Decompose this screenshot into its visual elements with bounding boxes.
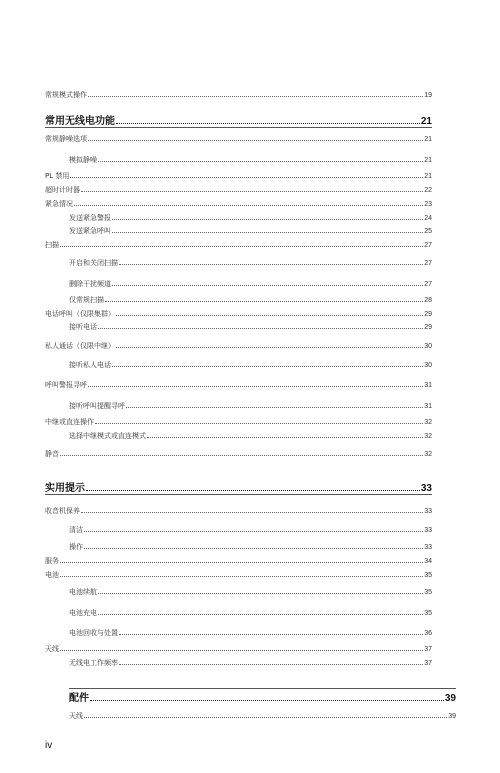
toc-entry[interactable] xyxy=(69,401,432,411)
toc-entry-page: 21 xyxy=(424,157,432,164)
toc-entry-title: 服务 xyxy=(45,557,59,565)
toc-entry[interactable] xyxy=(45,309,432,319)
toc-entry[interactable] xyxy=(69,360,432,370)
toc-entry[interactable] xyxy=(69,322,432,332)
toc-entry[interactable] xyxy=(45,240,432,250)
toc-leader xyxy=(81,185,423,192)
toc-entry-page: 39 xyxy=(444,693,456,704)
toc-leader xyxy=(60,449,423,456)
toc-leader xyxy=(88,134,423,141)
toc-entry-page: 30 xyxy=(424,343,432,350)
toc-leader xyxy=(70,171,423,178)
toc-entry[interactable] xyxy=(45,417,432,427)
toc-entry[interactable] xyxy=(69,431,432,441)
toc-entry[interactable] xyxy=(45,171,432,181)
toc-entry-page: 32 xyxy=(424,451,432,458)
toc-entry-title: 超时计时器 xyxy=(45,186,80,194)
toc-entry-title: 天线 xyxy=(69,712,83,720)
toc-entry-page: 33 xyxy=(424,527,432,534)
toc-entry-title: 实用提示 xyxy=(45,483,85,494)
toc-entry-title: 电池充电 xyxy=(69,609,97,617)
toc-entry-page: 37 xyxy=(424,646,432,653)
toc-entry[interactable] xyxy=(45,90,432,100)
toc-entry[interactable] xyxy=(69,658,432,668)
toc-entry[interactable] xyxy=(69,258,432,268)
toc-entry[interactable] xyxy=(45,380,432,390)
toc-entry-page: 27 xyxy=(424,281,432,288)
toc-entry-title: 中继或直连操作 xyxy=(45,418,94,426)
toc-entry-title: 接听电话 xyxy=(69,323,97,331)
toc-entry-page: 23 xyxy=(424,201,432,208)
toc-entry-title: 私人通话（仅限中继） xyxy=(45,342,115,350)
toc-leader xyxy=(119,628,423,635)
toc-entry-title: 开启和关闭扫描 xyxy=(69,259,118,267)
toc-leader xyxy=(119,258,423,265)
toc-leader xyxy=(105,295,423,302)
toc-entry-page: 33 xyxy=(424,508,432,515)
toc-leader xyxy=(112,213,423,220)
toc-entry-page: 21 xyxy=(424,136,432,143)
toc-entry-page: 35 xyxy=(424,610,432,617)
toc-entry-title: 操作 xyxy=(69,543,83,551)
toc-entry-page: 29 xyxy=(424,311,432,318)
toc-entry-page: 19 xyxy=(424,92,432,99)
toc-entry-page: 37 xyxy=(424,660,432,667)
toc-entry-page: 29 xyxy=(424,324,432,331)
toc-entry-title: 常用无线电功能 xyxy=(45,116,115,127)
toc-leader xyxy=(112,279,423,286)
toc-leader xyxy=(98,608,423,615)
toc-entry[interactable] xyxy=(69,226,432,236)
toc-leader xyxy=(84,711,447,718)
toc-entry-page: 31 xyxy=(424,403,432,410)
toc-leader xyxy=(88,90,423,97)
toc-entry-title: 静音 xyxy=(45,450,59,458)
toc-entry-title: 紧急情况 xyxy=(45,200,73,208)
toc-entry-title: 仅常规扫描 xyxy=(69,296,104,304)
toc-leader xyxy=(98,322,423,329)
toc-leader xyxy=(81,506,423,513)
toc-entry[interactable] xyxy=(45,449,432,459)
toc-entry[interactable] xyxy=(69,542,432,552)
toc-entry-page: 32 xyxy=(424,433,432,440)
toc-leader xyxy=(95,417,423,424)
toc-entry[interactable] xyxy=(69,155,432,165)
toc-entry-title: 发送紧急警报 xyxy=(69,214,111,222)
toc-entry-page: 22 xyxy=(424,187,432,194)
toc-entry-page: 24 xyxy=(424,215,432,222)
footer-page-number: iv xyxy=(45,740,53,751)
toc-entry[interactable] xyxy=(69,628,432,638)
toc-entry[interactable] xyxy=(45,556,432,566)
toc-entry-title: 电话呼叫（仅限集群） xyxy=(45,310,115,318)
toc-leader xyxy=(116,115,420,124)
toc-leader xyxy=(112,226,423,233)
toc-entry-page: 21 xyxy=(424,173,432,180)
toc-entry[interactable] xyxy=(69,525,432,535)
toc-leader xyxy=(60,556,423,563)
toc-leader xyxy=(84,542,423,549)
toc-entry-title: 删除干扰频道 xyxy=(69,280,111,288)
toc-leader xyxy=(74,199,423,206)
heading-rule xyxy=(69,688,456,689)
toc-leader xyxy=(116,341,423,348)
toc-entry-title: 扫描 xyxy=(45,241,59,249)
toc-leader xyxy=(98,155,423,162)
toc-entry-title: 常规模式操作 xyxy=(45,91,87,99)
toc-leader xyxy=(60,240,423,247)
toc-entry[interactable] xyxy=(69,213,432,223)
toc-entry-page: 36 xyxy=(424,630,432,637)
toc-entry-title: 无线电工作频率 xyxy=(69,659,118,667)
toc-leader xyxy=(112,360,423,367)
toc-leader xyxy=(84,525,423,532)
toc-entry-title: 常规静噪选项 xyxy=(45,135,87,143)
toc-entry-page: 28 xyxy=(424,297,432,304)
toc-entry[interactable] xyxy=(69,711,456,721)
toc-entry-title: 清洁 xyxy=(69,526,83,534)
toc-entry[interactable] xyxy=(45,570,432,580)
toc-entry-page: 33 xyxy=(424,544,432,551)
toc-leader xyxy=(90,692,444,701)
toc-entry-title: PL 禁用 xyxy=(45,172,70,180)
toc-leader xyxy=(60,644,423,651)
toc-entry-page: 33 xyxy=(420,483,432,494)
toc-leader xyxy=(88,380,423,387)
toc-entry-title: 电池 xyxy=(45,571,59,579)
toc-entry-title: 天线 xyxy=(45,645,59,653)
toc-entry-page: 27 xyxy=(424,242,432,249)
toc-entry[interactable] xyxy=(69,279,432,289)
toc-entry-title: 发送紧急呼叫 xyxy=(69,227,111,235)
toc-leader xyxy=(126,401,423,408)
toc-entry-page: 31 xyxy=(424,382,432,389)
toc-entry[interactable] xyxy=(45,134,432,144)
toc-entry-title: 收音机保养 xyxy=(45,507,80,515)
toc-entry[interactable] xyxy=(45,506,432,516)
toc-leader xyxy=(86,482,420,491)
toc-leader xyxy=(116,309,423,316)
toc-entry-title: 呼叫警报寻呼 xyxy=(45,381,87,389)
toc-entry-page: 27 xyxy=(424,260,432,267)
toc-chapter-heading[interactable] xyxy=(45,482,432,495)
toc-entry[interactable] xyxy=(45,185,432,195)
toc-entry-title: 电池续航 xyxy=(69,588,97,596)
toc-entry[interactable] xyxy=(45,199,432,209)
toc-chapter-heading[interactable] xyxy=(69,692,456,705)
toc-entry-page: 32 xyxy=(424,419,432,426)
toc-entry[interactable] xyxy=(69,608,432,618)
toc-entry-page: 39 xyxy=(448,713,456,720)
toc-leader xyxy=(60,570,423,577)
toc-entry[interactable] xyxy=(69,587,432,597)
toc-entry-title: 配件 xyxy=(69,693,89,704)
toc-leader xyxy=(98,587,423,594)
toc-entry[interactable] xyxy=(45,644,432,654)
toc-chapter-heading[interactable] xyxy=(45,115,432,128)
toc-leader xyxy=(147,431,423,438)
toc-entry-page: 34 xyxy=(424,558,432,565)
toc-leader xyxy=(119,658,423,665)
toc-entry[interactable] xyxy=(45,341,432,351)
toc-entry-page: 21 xyxy=(420,116,432,127)
toc-entry-title: 接听呼叫提醒寻呼 xyxy=(69,402,125,410)
toc-entry-title: 选择中继模式或直连模式 xyxy=(69,432,146,440)
toc-entry-title: 接听私人电话 xyxy=(69,361,111,369)
toc-entry-page: 30 xyxy=(424,362,432,369)
toc-entry-page: 35 xyxy=(424,572,432,579)
toc-entry-page: 25 xyxy=(424,228,432,235)
toc-entry[interactable] xyxy=(69,295,432,305)
toc-entry-page: 35 xyxy=(424,589,432,596)
toc-entry-title: 电池回收与处置 xyxy=(69,629,118,637)
toc-entry-title: 模拟静噪 xyxy=(69,156,97,164)
